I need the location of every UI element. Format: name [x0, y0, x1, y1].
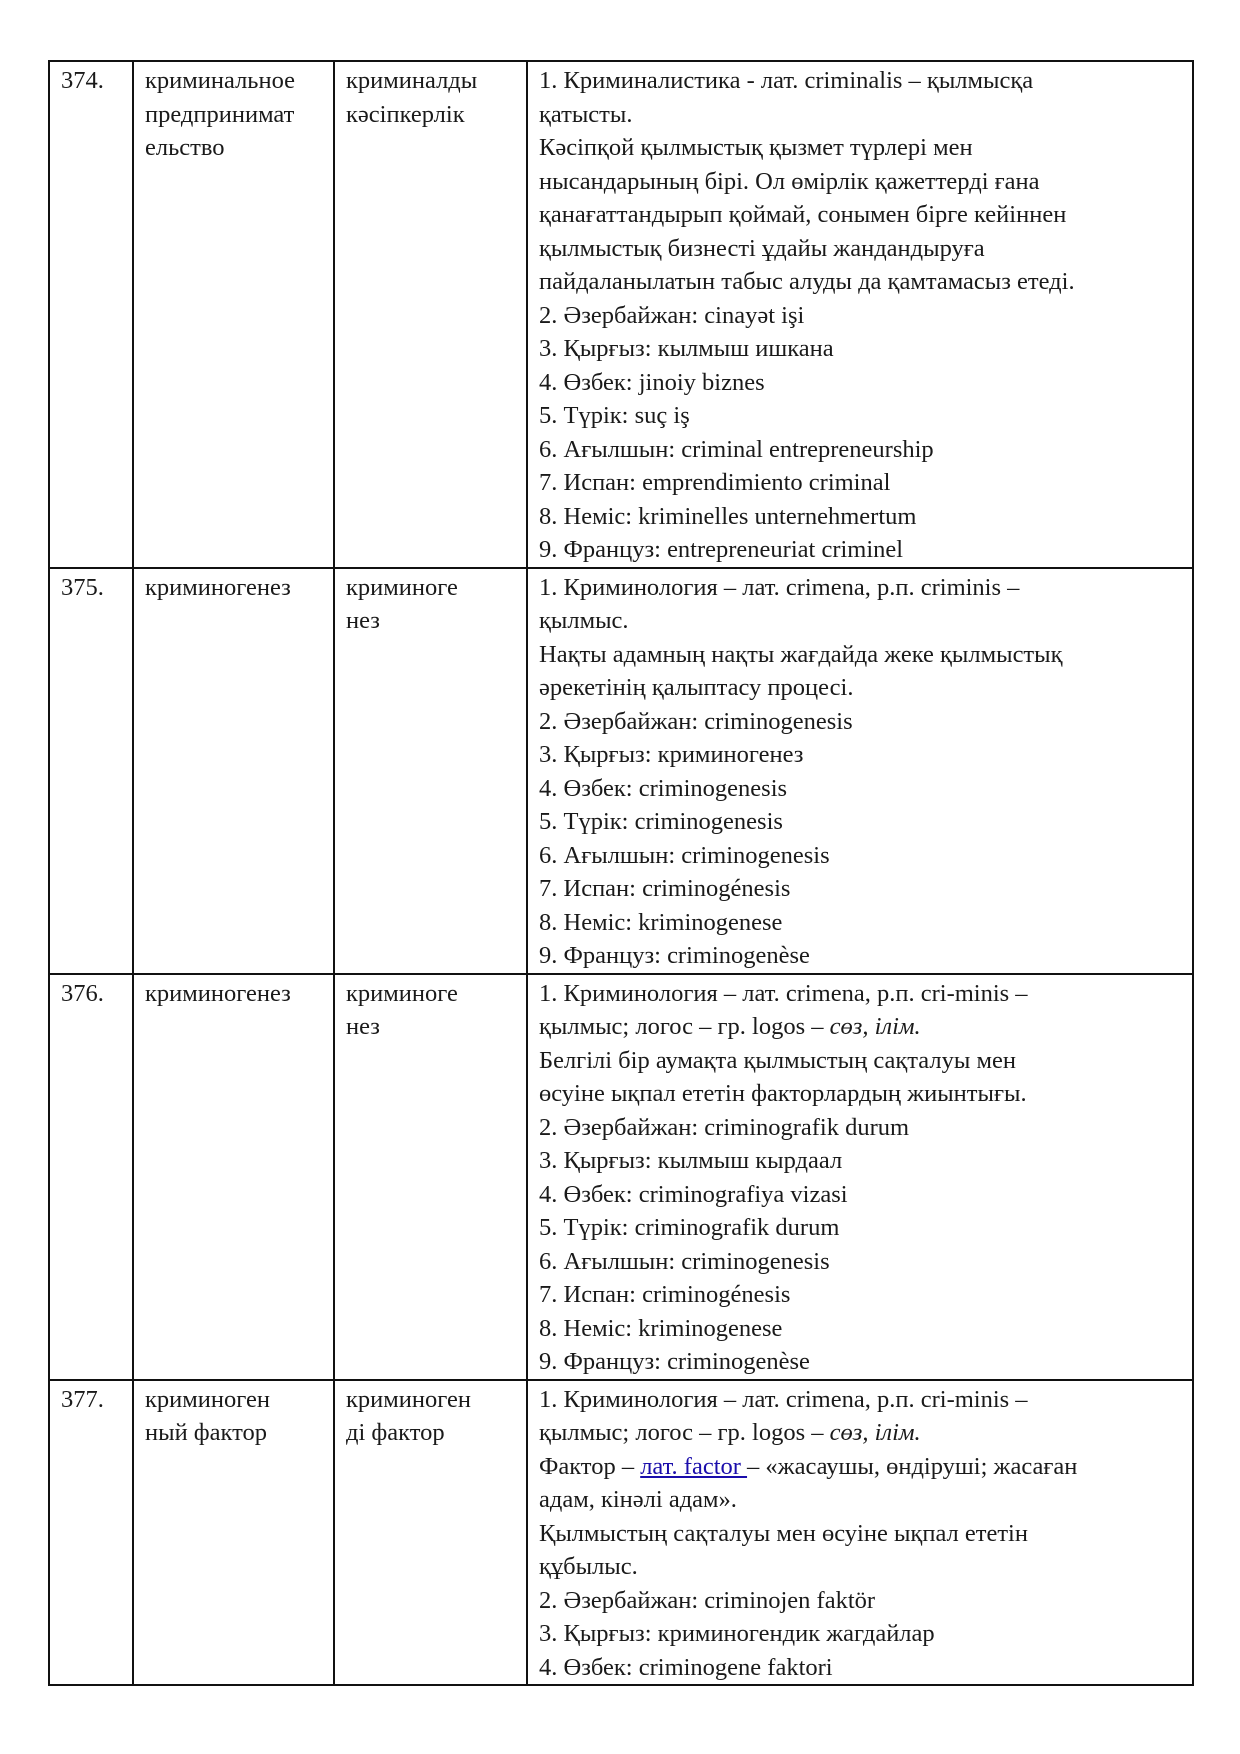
definition: Белгілі бір аумақта қылмыстың сақталуы мен [539, 1046, 1016, 1074]
definition: қылмыстық бизнесті ұдайы жандандыруға [539, 234, 985, 262]
kazakh-term: криминоге нез [334, 974, 527, 1380]
definition: әрекетінің қалыптасу процесі. [539, 674, 854, 701]
etymology: қылмыс; логос – гр. logos – сөз, ілім. [539, 1419, 921, 1446]
factor-etymology: адам, кінәлі адам». [539, 1486, 737, 1513]
russian-term: криминальное предпринимат ельство [133, 61, 334, 568]
table-row [49, 61, 1193, 568]
factor-etymology: Фактор – лат. factor – «жасаушы, өндіруші; жасаған [539, 1452, 1078, 1480]
kazakh-term: криминоге нез [334, 568, 527, 974]
definition: Кәсіпқой қылмыстық қызмет түрлері мен [539, 134, 973, 161]
glossary-table [48, 60, 1194, 1686]
definition-cell [527, 568, 1193, 974]
definition: Нақты адамның нақты жағдайда жеке қылмыстық [539, 640, 1063, 668]
definition: өсуіне ықпал ететін факторлардың жиынтығы. [539, 1080, 1027, 1107]
definition: нысандарының бірі. Ол өмірлік қажеттерді ғана [539, 167, 1040, 195]
etymology: қатысты. [539, 100, 633, 128]
translation: 9. Француз: criminogenèse [539, 1348, 810, 1375]
etymology: қылмыс; логос – гр. logos – сөз, ілім. [539, 1013, 921, 1040]
entry-number: 375. [49, 568, 133, 974]
translation: 6. Ағылшын: criminal entrepreneurship [539, 435, 934, 463]
russian-term: криминоген ный фактор [133, 1380, 334, 1686]
translation: 3. Қырғыз: криминогендик жагдайлар [539, 1620, 935, 1647]
translation: 8. Неміс: kriminogenese [539, 908, 783, 936]
russian-term: криминогенез [133, 568, 334, 974]
translation: 5. Түрік: criminogenesis [539, 808, 783, 835]
translation: 7. Испан: criminogénesis [539, 875, 791, 902]
translation: 4. Өзбек: criminogenesis [539, 774, 788, 802]
translation: 7. Испан: criminogénesis [539, 1281, 791, 1308]
kazakh-term: криминоген ді фактор [334, 1380, 527, 1686]
definition: Қылмыстың сақталуы мен өсуіне ықпал ететін [539, 1519, 1028, 1547]
translation: 6. Ағылшын: criminogenesis [539, 841, 830, 869]
etymology: 1. Криминалистика - лат. criminalis – қылмысқа [539, 67, 1034, 94]
kazakh-term: криминалды кәсіпкерлік [334, 61, 527, 568]
translation: 5. Түрік: suç iş [539, 402, 690, 429]
translation: 2. Әзербайжан: criminojen faktör [539, 1586, 876, 1614]
translation: 5. Түрік: criminografik durum [539, 1214, 840, 1241]
entry-number: 374. [49, 61, 133, 568]
definition-cell [527, 61, 1193, 568]
table-row [49, 568, 1193, 974]
translation: 8. Неміс: kriminelles unternehmertum [539, 502, 917, 530]
etymology: 1. Криминология – лат. crimena, р.п. criminis – [539, 573, 1020, 601]
russian-term: криминогенез [133, 974, 334, 1380]
definition: пайдаланылатын табыс алуды да қамтамасыз етеді. [539, 268, 1075, 295]
table-row [49, 974, 1193, 1380]
table-row [49, 1380, 1193, 1686]
translation: 4. Өзбек: jinoiy biznes [539, 368, 765, 396]
translation: 2. Әзербайжан: criminogenesis [539, 707, 853, 735]
translation: 4. Өзбек: criminografiya vizasi [539, 1180, 848, 1208]
translation: 9. Француз: entrepreneuriat criminel [539, 536, 904, 563]
translation: 2. Әзербайжан: criminografik durum [539, 1113, 910, 1141]
translation: 7. Испан: emprendimiento criminal [539, 469, 891, 496]
definition: құбылыс. [539, 1553, 638, 1580]
factor-link[interactable]: лат. factor [640, 1452, 748, 1480]
definition-cell [527, 974, 1193, 1380]
translation: 6. Ағылшын: criminogenesis [539, 1247, 830, 1275]
translation: 3. Қырғыз: кылмыш ишкана [539, 335, 834, 362]
entry-number: 376. [49, 974, 133, 1380]
translation: 3. Қырғыз: криминогенез [539, 741, 804, 768]
etymology: 1. Криминология – лат. crimena, р.п. cri-minis – [539, 979, 1028, 1007]
entry-number: 377. [49, 1380, 133, 1686]
translation: 8. Неміс: kriminogenese [539, 1314, 783, 1342]
definition: қанағаттандырып қоймай, сонымен бірге кейіннен [539, 201, 1067, 228]
translation: 9. Француз: criminogenèse [539, 942, 810, 969]
definition-cell [527, 1380, 1193, 1686]
translation: 4. Өзбек: criminogene faktori [539, 1653, 833, 1681]
etymology: қылмыс. [539, 607, 629, 634]
translation: 2. Әзербайжан: cinayət işi [539, 301, 805, 329]
etymology: 1. Криминология – лат. crimena, р.п. cri-minis – [539, 1385, 1028, 1413]
translation: 3. Қырғыз: кылмыш кырдаал [539, 1147, 843, 1174]
